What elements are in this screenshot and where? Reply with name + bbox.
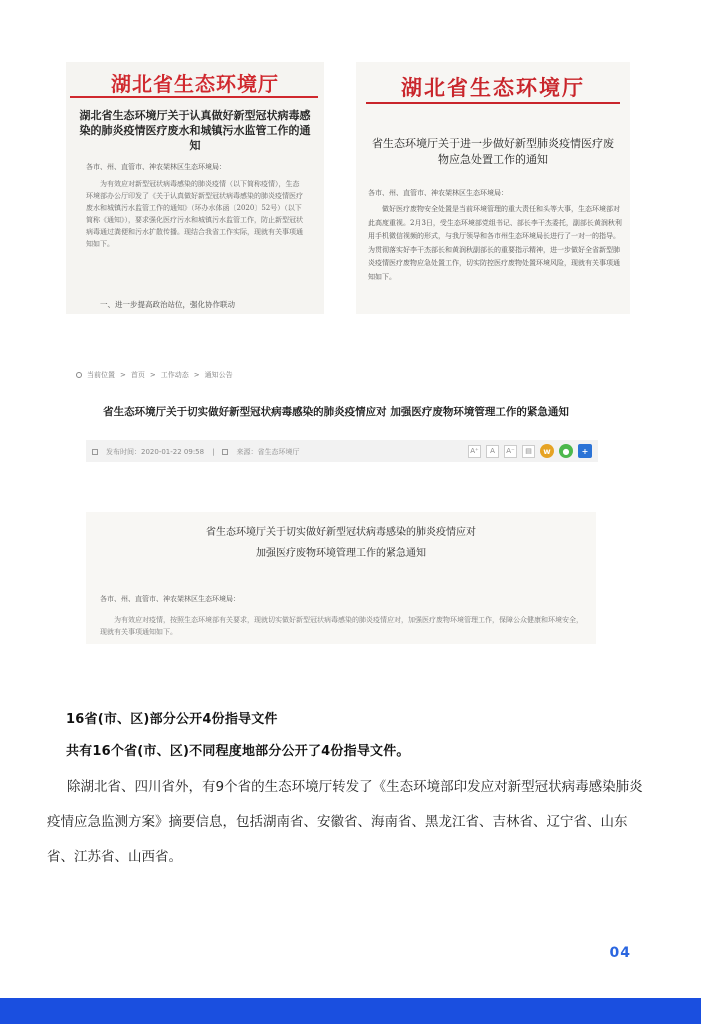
print-button[interactable]: ▤ (522, 445, 535, 458)
plus-icon[interactable]: + (578, 444, 592, 458)
font-larger-button[interactable]: A⁺ (468, 445, 481, 458)
doc3-title (86, 522, 596, 564)
web-page-screenshot (66, 366, 606, 470)
section-subheading: 16省(市、区)部分公开4份指导文件 (66, 712, 278, 727)
doc3-title-line1: 省生态环境厅关于切实做好新型冠状病毒感染的肺炎疫情应对 (206, 527, 476, 538)
breadcrumb: 当前位置 > 首页 > 工作动态 > 通知公告 (76, 370, 233, 380)
lead-sentence: 共有16个省(市、区)不同程度地部分公开了4份指导文件。 (66, 744, 410, 759)
document-scan-3 (86, 512, 596, 644)
publish-time: 发布时间：2020-01-22 09:58 (106, 448, 205, 456)
article-tools (468, 444, 592, 458)
weibo-icon[interactable]: w (540, 444, 554, 458)
doc3-body: 为有效应对疫情，按照生态环境部有关要求，现就切实做好新型冠状病毒感染的肺炎疫情应对，加强医疗废物环境管理工作，保障公众健康和环境安全，现就有关事项通知如下。 (100, 616, 583, 636)
footer-bar (0, 998, 701, 1024)
doc2-red-rule (366, 102, 620, 104)
breadcrumb-item[interactable]: 工作动态 (160, 371, 189, 379)
page-number: 04 (609, 945, 631, 961)
breadcrumb-item[interactable]: 通知公告 (204, 371, 233, 379)
doc1-address: 各市、州、直管市、神农架林区生态环境局： (86, 163, 226, 171)
wechat-icon[interactable]: ● (559, 444, 573, 458)
source-icon (222, 449, 228, 455)
doc2-body: 做好医疗废物安全处置是当前环境管理的重大责任和头等大事，生态环境部对此高度重视。2月3日，受生态环境部党组书记、部长李干杰委托，副部长黄润秋利用手机微信视频的形式，与我厅领导和各市州生态环境局长进行了一对一的指导。为贯彻落实好李干杰部长和黄润秋副部长的重要指示精神，进一步做好全省新型肺炎疫情医疗废物应急处置工作，切实防控医疗废物处置环境风险，现就有关事项通知如下。 (368, 205, 622, 281)
doc2-header: 湖北省生态环境厅 (401, 75, 585, 100)
article-meta-bar: 发布时间：2020-01-22 09:58 | 来源：省生态环境厅 A⁺ A A⁻ ▤ w ● + (86, 440, 598, 462)
doc1-red-rule (70, 96, 318, 98)
doc2-title: 省生态环境厅关于进一步做好新型肺炎疫情医疗废物应急处置工作的通知 (372, 137, 614, 166)
breadcrumb-item[interactable]: 首页 (130, 371, 145, 379)
font-smaller-button[interactable]: A⁻ (504, 445, 517, 458)
clock-icon (92, 449, 98, 455)
breadcrumb-item[interactable]: 当前位置 (87, 371, 115, 379)
document-scan-2 (356, 62, 630, 314)
doc3-title-line2: 加强医疗废物环境管理工作的紧急通知 (256, 548, 426, 559)
web-article-title: 省生态环境厅关于切实做好新型冠状病毒感染的肺炎疫情应对 加强医疗废物环境管理工作的紧急通知 (103, 406, 569, 418)
doc1-item: 一、进一步提高政治站位，强化协作联动 (100, 300, 235, 309)
article-source: 来源：省生态环境厅 (236, 448, 300, 456)
doc2-address: 各市、州、直管市、神农架林区生态环境局： (368, 189, 508, 197)
font-normal-button[interactable]: A (486, 445, 499, 458)
doc3-address: 各市、州、直管市、神农架林区生态环境局： (100, 595, 240, 603)
doc1-body: 为有效应对新型冠状病毒感染的肺炎疫情（以下简称疫情），生态环境部办公厅印发了《关于认真做好新型冠状病毒感染的肺炎疫情医疗废水和城镇污水监管工作的通知》（环办水体函〔2020〕52号）（以下简称《通知》），要求强化医疗污水和城镇污水监管工作，防止新型冠状病毒通过粪便和污水扩散传播。现结合我省工作实际，现就有关事项通知如下。 (86, 180, 303, 248)
document-scan-1 (66, 62, 324, 314)
location-icon (76, 372, 82, 378)
doc1-title: 湖北省生态环境厅关于认真做好新型冠状病毒感染的肺炎疫情医疗废水和城镇污水监管工作的通知 (79, 109, 311, 152)
body-paragraph: 除湖北省、四川省外，有9个省的生态环境厅转发了《生态环境部印发应对新型冠状病毒感染肺炎疫情应急监测方案》摘要信息，包括湖南省、安徽省、海南省、黑龙江省、吉林省、辽宁省、山东省、江苏省、山西省。 (47, 779, 643, 865)
doc1-header: 湖北省生态环境厅 (111, 72, 279, 96)
